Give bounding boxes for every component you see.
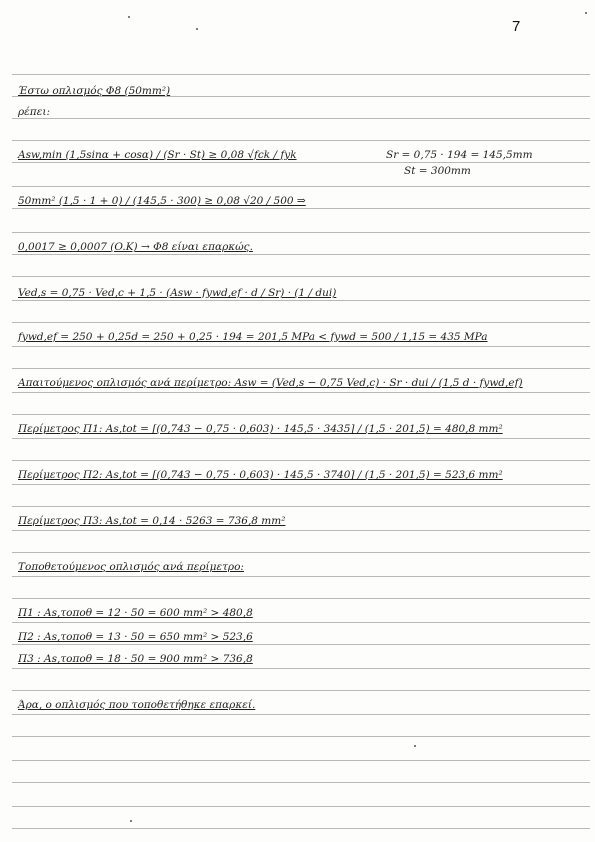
handwritten-line-perimeter-2: Περίμετρος Π2: As,tot = [(0,743 − 0,75 · 0,603) · 145,5 · 3740] / (1,5 · 201,5) = 523,6 mm² (18, 469, 503, 481)
scan-speck (128, 16, 130, 18)
ruled-line (12, 74, 590, 75)
ruled-line (12, 552, 590, 553)
handwritten-line-conclusion: Άρα, ο οπλισμός που τοποθετήθηκε επαρκεί. (18, 699, 256, 711)
ruled-line (12, 162, 590, 163)
ruled-line (12, 598, 590, 599)
ruled-line (12, 644, 590, 645)
ruled-line (12, 276, 590, 277)
ruled-line (12, 622, 590, 623)
handwritten-line-st-value: St = 300mm (404, 165, 471, 177)
ruled-line (12, 208, 590, 209)
handwritten-line-placed-heading: Τοποθετούμενος οπλισμός ανά περίμετρο: (18, 561, 244, 573)
handwritten-line-placed-p3: Π3 : As,τοποθ = 18 · 50 = 900 mm² > 736,8 (18, 653, 253, 665)
scan-speck (585, 12, 587, 14)
ruled-line (12, 714, 590, 715)
handwritten-line-fywd-calc: fywd,ef = 250 + 0,25d = 250 + 0,25 · 194 = 201,5 MPa < fywd = 500 / 1,15 = 435 MPa (18, 331, 488, 343)
ruled-line (12, 438, 590, 439)
handwritten-line-ved-formula: Ved,s = 0,75 · Ved,c + 1,5 · (Asw · fywd,ef · d / Sr) · (1 / dui) (18, 287, 337, 299)
handwritten-line-required-per-perimeter: Απαιτούμενος οπλισμός ανά περίμετρο: Asw = (Ved,s − 0,75 Ved,c) · Sr · dui / (1,5 d · fywd,ef) (18, 377, 523, 389)
ruled-line (12, 254, 590, 255)
ruled-line (12, 232, 590, 233)
handwritten-line-heading: Έστω οπλισμός Φ8 (50mm²) (18, 85, 171, 97)
ruled-line (12, 668, 590, 669)
scan-speck (414, 745, 416, 747)
ruled-line (12, 322, 590, 323)
ruled-line (12, 736, 590, 737)
ruled-line (12, 118, 590, 119)
ruled-line (12, 782, 590, 783)
ruled-line (12, 828, 590, 829)
handwritten-line-placed-p1: Π1 : As,τοποθ = 12 · 50 = 600 mm² > 480,8 (18, 607, 253, 619)
ruled-line (12, 576, 590, 577)
scan-speck (196, 28, 198, 30)
ruled-line (12, 140, 590, 141)
handwritten-line-min-reinforcement-formula: Asw,min (1,5sinα + cosα) / (Sr · St) ≥ 0,08 √fck / fyk (18, 149, 297, 161)
handwritten-line-min-reinforcement-substitution: 50mm² (1,5 · 1 + 0) / (145,5 · 300) ≥ 0,08 √20 / 500 ⇒ (18, 195, 306, 207)
ruled-line (12, 300, 590, 301)
page-number: 7 (512, 18, 521, 35)
handwritten-line-sr-value: Sr = 0,75 · 194 = 145,5mm (386, 149, 533, 161)
ruled-line (12, 186, 590, 187)
handwritten-line-placed-p2: Π2 : As,τοποθ = 13 · 50 = 650 mm² > 523,6 (18, 631, 253, 643)
ruled-line (12, 760, 590, 761)
scan-speck (130, 820, 132, 822)
ruled-line (12, 690, 590, 691)
handwritten-line-condition: ρέπει: (18, 106, 50, 118)
handwritten-line-perimeter-3: Περίμετρος Π3: As,tot = 0,14 · 5263 = 736,8 mm² (18, 515, 286, 527)
ruled-line (12, 346, 590, 347)
ruled-line (12, 530, 590, 531)
ruled-line (12, 392, 590, 393)
handwritten-line-check-result: 0,0017 ≥ 0,0007 (O.K) → Φ8 είναι επαρκώς. (18, 241, 253, 253)
ruled-line (12, 806, 590, 807)
ruled-line (12, 484, 590, 485)
ruled-line (12, 368, 590, 369)
handwritten-line-perimeter-1: Περίμετρος Π1: As,tot = [(0,743 − 0,75 · 0,603) · 145,5 · 3435] / (1,5 · 201,5) = 480,8 mm² (18, 423, 503, 435)
ruled-line (12, 506, 590, 507)
ruled-line (12, 460, 590, 461)
ruled-line (12, 414, 590, 415)
